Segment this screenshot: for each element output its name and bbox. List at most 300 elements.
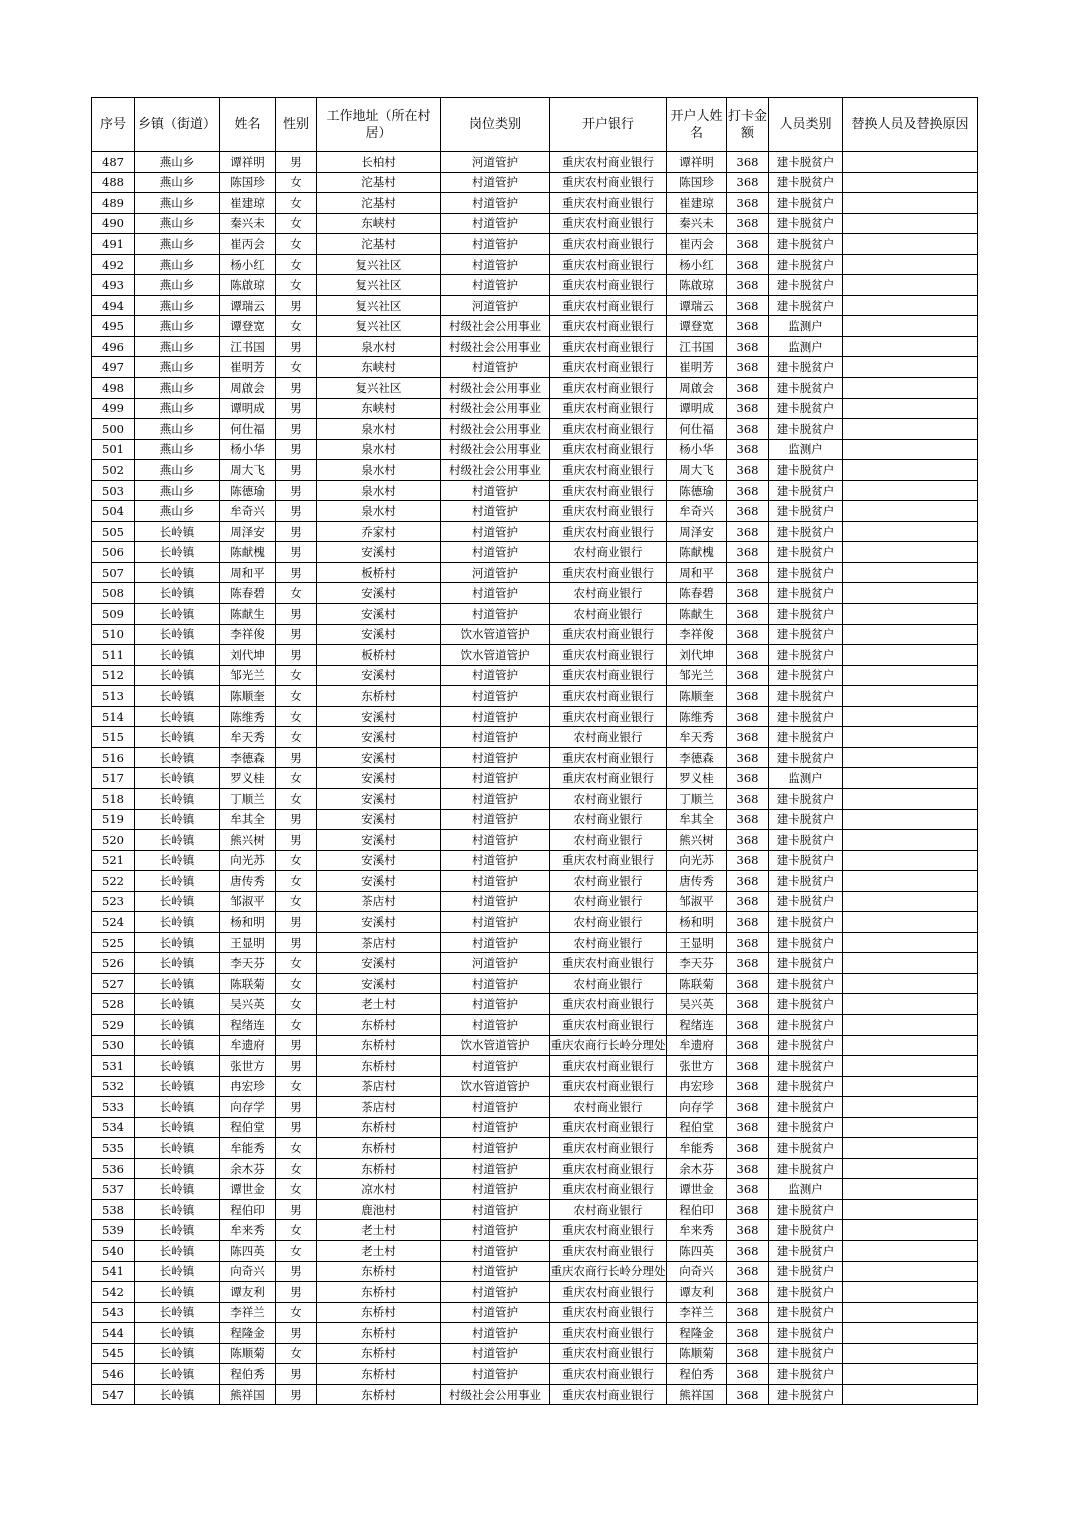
cell-person-category: 建卡脱贫户 bbox=[769, 398, 843, 419]
cell-index: 533 bbox=[92, 1097, 135, 1118]
cell-person-category: 建卡脱贫户 bbox=[769, 912, 843, 933]
cell-replacement bbox=[843, 1302, 978, 1323]
cell-index: 488 bbox=[92, 172, 135, 193]
cell-work-address: 安溪村 bbox=[317, 624, 441, 645]
cell-amount: 368 bbox=[727, 1302, 769, 1323]
cell-amount: 368 bbox=[727, 1035, 769, 1056]
cell-gender: 女 bbox=[276, 1158, 317, 1179]
table-row bbox=[92, 830, 978, 851]
cell-person-category: 建卡脱贫户 bbox=[769, 460, 843, 481]
table-row bbox=[92, 994, 978, 1015]
cell-bank: 重庆农村商业银行 bbox=[550, 1384, 667, 1405]
table-row bbox=[92, 604, 978, 625]
cell-index: 544 bbox=[92, 1323, 135, 1344]
cell-work-address: 复兴社区 bbox=[317, 378, 441, 399]
cell-index: 493 bbox=[92, 275, 135, 296]
cell-amount: 368 bbox=[727, 1220, 769, 1241]
cell-township: 燕山乡 bbox=[135, 295, 220, 316]
cell-gender: 女 bbox=[276, 234, 317, 255]
cell-amount: 368 bbox=[727, 336, 769, 357]
cell-amount: 368 bbox=[727, 193, 769, 214]
cell-person-category: 建卡脱贫户 bbox=[769, 665, 843, 686]
cell-bank: 重庆农村商业银行 bbox=[550, 624, 667, 645]
cell-position-type: 村级社会公用事业 bbox=[441, 316, 550, 337]
cell-work-address: 安溪村 bbox=[317, 830, 441, 851]
header-name: 姓名 bbox=[220, 98, 276, 152]
cell-bank: 农村商业银行 bbox=[550, 891, 667, 912]
cell-gender: 男 bbox=[276, 562, 317, 583]
cell-work-address: 东桥村 bbox=[317, 1117, 441, 1138]
cell-name: 杨和明 bbox=[220, 912, 276, 933]
cell-gender: 女 bbox=[276, 1302, 317, 1323]
cell-replacement bbox=[843, 336, 978, 357]
cell-work-address: 复兴社区 bbox=[317, 275, 441, 296]
cell-index: 501 bbox=[92, 439, 135, 460]
cell-replacement bbox=[843, 1343, 978, 1364]
cell-position-type: 村道管护 bbox=[441, 357, 550, 378]
cell-amount: 368 bbox=[727, 994, 769, 1015]
cell-position-type: 村道管护 bbox=[441, 234, 550, 255]
cell-work-address: 东桥村 bbox=[317, 686, 441, 707]
cell-gender: 男 bbox=[276, 152, 317, 173]
cell-township: 长岭镇 bbox=[135, 1364, 220, 1385]
cell-person-category: 建卡脱贫户 bbox=[769, 357, 843, 378]
cell-township: 燕山乡 bbox=[135, 193, 220, 214]
cell-amount: 368 bbox=[727, 398, 769, 419]
cell-work-address: 长柏村 bbox=[317, 152, 441, 173]
cell-account-holder: 张世方 bbox=[667, 1056, 727, 1077]
cell-person-category: 建卡脱贫户 bbox=[769, 1076, 843, 1097]
cell-gender: 女 bbox=[276, 953, 317, 974]
cell-account-holder: 程伯秀 bbox=[667, 1364, 727, 1385]
cell-position-type: 村道管护 bbox=[441, 213, 550, 234]
cell-amount: 368 bbox=[727, 850, 769, 871]
cell-amount: 368 bbox=[727, 254, 769, 275]
header-township: 乡镇（街道） bbox=[135, 98, 220, 152]
table-row bbox=[92, 398, 978, 419]
cell-position-type: 村道管护 bbox=[441, 542, 550, 563]
cell-index: 499 bbox=[92, 398, 135, 419]
cell-township: 燕山乡 bbox=[135, 378, 220, 399]
cell-gender: 女 bbox=[276, 1076, 317, 1097]
table-row bbox=[92, 645, 978, 666]
cell-position-type: 村道管护 bbox=[441, 747, 550, 768]
cell-replacement bbox=[843, 871, 978, 892]
cell-replacement bbox=[843, 542, 978, 563]
cell-person-category: 建卡脱贫户 bbox=[769, 1138, 843, 1159]
table-row bbox=[92, 254, 978, 275]
cell-township: 长岭镇 bbox=[135, 912, 220, 933]
cell-amount: 368 bbox=[727, 275, 769, 296]
table-row bbox=[92, 624, 978, 645]
cell-replacement bbox=[843, 1384, 978, 1405]
table-row bbox=[92, 357, 978, 378]
cell-township: 长岭镇 bbox=[135, 1179, 220, 1200]
cell-township: 长岭镇 bbox=[135, 583, 220, 604]
cell-township: 长岭镇 bbox=[135, 788, 220, 809]
cell-account-holder: 杨小红 bbox=[667, 254, 727, 275]
cell-replacement bbox=[843, 439, 978, 460]
cell-person-category: 监测户 bbox=[769, 1179, 843, 1200]
cell-amount: 368 bbox=[727, 1056, 769, 1077]
cell-position-type: 村道管护 bbox=[441, 1158, 550, 1179]
cell-name: 冉宏珍 bbox=[220, 1076, 276, 1097]
cell-gender: 女 bbox=[276, 1343, 317, 1364]
cell-work-address: 东峡村 bbox=[317, 398, 441, 419]
table-row bbox=[92, 1343, 978, 1364]
cell-township: 长岭镇 bbox=[135, 1282, 220, 1303]
cell-amount: 368 bbox=[727, 480, 769, 501]
cell-person-category: 建卡脱贫户 bbox=[769, 973, 843, 994]
cell-name: 谭世金 bbox=[220, 1179, 276, 1200]
cell-index: 500 bbox=[92, 419, 135, 440]
cell-name: 唐传秀 bbox=[220, 871, 276, 892]
cell-person-category: 建卡脱贫户 bbox=[769, 480, 843, 501]
cell-gender: 女 bbox=[276, 254, 317, 275]
cell-account-holder: 熊祥国 bbox=[667, 1384, 727, 1405]
cell-bank: 农村商业银行 bbox=[550, 788, 667, 809]
cell-name: 牟遗府 bbox=[220, 1035, 276, 1056]
cell-bank: 农村商业银行 bbox=[550, 542, 667, 563]
cell-person-category: 建卡脱贫户 bbox=[769, 1158, 843, 1179]
cell-work-address: 老土村 bbox=[317, 1240, 441, 1261]
table-row bbox=[92, 706, 978, 727]
table-row bbox=[92, 973, 978, 994]
cell-bank: 重庆农村商业银行 bbox=[550, 336, 667, 357]
cell-bank: 重庆农村商业银行 bbox=[550, 1240, 667, 1261]
cell-index: 542 bbox=[92, 1282, 135, 1303]
cell-township: 长岭镇 bbox=[135, 1220, 220, 1241]
cell-position-type: 村道管护 bbox=[441, 665, 550, 686]
table-row bbox=[92, 336, 978, 357]
cell-index: 530 bbox=[92, 1035, 135, 1056]
cell-account-holder: 陈顺菊 bbox=[667, 1343, 727, 1364]
cell-position-type: 饮水管道管护 bbox=[441, 645, 550, 666]
cell-name: 余木芬 bbox=[220, 1158, 276, 1179]
cell-township: 长岭镇 bbox=[135, 1076, 220, 1097]
cell-work-address: 泉水村 bbox=[317, 460, 441, 481]
cell-work-address: 安溪村 bbox=[317, 953, 441, 974]
cell-amount: 368 bbox=[727, 912, 769, 933]
cell-bank: 农村商业银行 bbox=[550, 727, 667, 748]
cell-work-address: 安溪村 bbox=[317, 747, 441, 768]
cell-name: 杨小红 bbox=[220, 254, 276, 275]
cell-account-holder: 程隆金 bbox=[667, 1323, 727, 1344]
cell-township: 长岭镇 bbox=[135, 604, 220, 625]
cell-work-address: 老土村 bbox=[317, 1220, 441, 1241]
cell-name: 谭瑞云 bbox=[220, 295, 276, 316]
cell-position-type: 村道管护 bbox=[441, 727, 550, 748]
cell-position-type: 村道管护 bbox=[441, 871, 550, 892]
cell-gender: 男 bbox=[276, 378, 317, 399]
cell-township: 长岭镇 bbox=[135, 1323, 220, 1344]
cell-gender: 女 bbox=[276, 316, 317, 337]
cell-amount: 368 bbox=[727, 871, 769, 892]
cell-gender: 男 bbox=[276, 460, 317, 481]
cell-work-address: 凉水村 bbox=[317, 1179, 441, 1200]
cell-account-holder: 罗义桂 bbox=[667, 768, 727, 789]
cell-person-category: 建卡脱贫户 bbox=[769, 871, 843, 892]
cell-position-type: 村道管护 bbox=[441, 686, 550, 707]
cell-position-type: 村道管护 bbox=[441, 973, 550, 994]
table-row bbox=[92, 747, 978, 768]
cell-work-address: 泉水村 bbox=[317, 501, 441, 522]
cell-account-holder: 何仕福 bbox=[667, 419, 727, 440]
cell-index: 504 bbox=[92, 501, 135, 522]
cell-person-category: 建卡脱贫户 bbox=[769, 788, 843, 809]
cell-gender: 女 bbox=[276, 788, 317, 809]
cell-bank: 重庆农村商业银行 bbox=[550, 439, 667, 460]
cell-township: 长岭镇 bbox=[135, 830, 220, 851]
cell-bank: 重庆农商行长岭分理处 bbox=[550, 1035, 667, 1056]
cell-name: 陈啟琼 bbox=[220, 275, 276, 296]
cell-name: 李德森 bbox=[220, 747, 276, 768]
cell-gender: 男 bbox=[276, 439, 317, 460]
cell-position-type: 村道管护 bbox=[441, 768, 550, 789]
cell-person-category: 建卡脱贫户 bbox=[769, 830, 843, 851]
header-amount: 打卡金额 bbox=[727, 98, 769, 152]
cell-bank: 农村商业银行 bbox=[550, 973, 667, 994]
cell-index: 515 bbox=[92, 727, 135, 748]
cell-position-type: 河道管护 bbox=[441, 562, 550, 583]
header-work-address: 工作地址（所在村居） bbox=[317, 98, 441, 152]
table-row bbox=[92, 152, 978, 173]
cell-gender: 女 bbox=[276, 973, 317, 994]
cell-replacement bbox=[843, 1179, 978, 1200]
cell-person-category: 建卡脱贫户 bbox=[769, 747, 843, 768]
cell-replacement bbox=[843, 953, 978, 974]
cell-work-address: 茶店村 bbox=[317, 932, 441, 953]
cell-replacement bbox=[843, 213, 978, 234]
cell-replacement bbox=[843, 850, 978, 871]
cell-gender: 女 bbox=[276, 891, 317, 912]
cell-gender: 女 bbox=[276, 357, 317, 378]
cell-position-type: 饮水管道管护 bbox=[441, 1035, 550, 1056]
cell-replacement bbox=[843, 604, 978, 625]
cell-account-holder: 周啟会 bbox=[667, 378, 727, 399]
table-row bbox=[92, 172, 978, 193]
cell-bank: 重庆农村商业银行 bbox=[550, 1302, 667, 1323]
cell-account-holder: 陈国珍 bbox=[667, 172, 727, 193]
cell-person-category: 监测户 bbox=[769, 768, 843, 789]
cell-township: 燕山乡 bbox=[135, 419, 220, 440]
cell-township: 长岭镇 bbox=[135, 953, 220, 974]
cell-bank: 重庆农村商业银行 bbox=[550, 953, 667, 974]
table-row bbox=[92, 788, 978, 809]
cell-replacement bbox=[843, 1117, 978, 1138]
cell-position-type: 村道管护 bbox=[441, 1014, 550, 1035]
cell-account-holder: 陈献生 bbox=[667, 604, 727, 625]
cell-bank: 重庆农村商业银行 bbox=[550, 1117, 667, 1138]
table-row bbox=[92, 501, 978, 522]
cell-work-address: 东桥村 bbox=[317, 1035, 441, 1056]
cell-person-category: 建卡脱贫户 bbox=[769, 501, 843, 522]
cell-gender: 女 bbox=[276, 1240, 317, 1261]
cell-work-address: 东桥村 bbox=[317, 1056, 441, 1077]
table-body bbox=[92, 152, 978, 1405]
cell-index: 522 bbox=[92, 871, 135, 892]
cell-township: 燕山乡 bbox=[135, 316, 220, 337]
cell-account-holder: 陈春碧 bbox=[667, 583, 727, 604]
cell-account-holder: 刘代坤 bbox=[667, 645, 727, 666]
cell-name: 杨小华 bbox=[220, 439, 276, 460]
cell-township: 长岭镇 bbox=[135, 1261, 220, 1282]
cell-replacement bbox=[843, 254, 978, 275]
cell-name: 张世方 bbox=[220, 1056, 276, 1077]
table-row bbox=[92, 234, 978, 255]
table-row bbox=[92, 1076, 978, 1097]
cell-person-category: 建卡脱贫户 bbox=[769, 727, 843, 748]
cell-index: 503 bbox=[92, 480, 135, 501]
cell-replacement bbox=[843, 1282, 978, 1303]
cell-gender: 男 bbox=[276, 912, 317, 933]
cell-account-holder: 谭祥明 bbox=[667, 152, 727, 173]
cell-work-address: 安溪村 bbox=[317, 850, 441, 871]
cell-name: 牟能秀 bbox=[220, 1138, 276, 1159]
cell-position-type: 村级社会公用事业 bbox=[441, 378, 550, 399]
cell-index: 525 bbox=[92, 932, 135, 953]
cell-name: 何仕福 bbox=[220, 419, 276, 440]
cell-person-category: 监测户 bbox=[769, 316, 843, 337]
cell-index: 545 bbox=[92, 1343, 135, 1364]
cell-position-type: 饮水管道管护 bbox=[441, 624, 550, 645]
cell-gender: 男 bbox=[276, 747, 317, 768]
cell-township: 长岭镇 bbox=[135, 1384, 220, 1405]
header-gender: 性别 bbox=[276, 98, 317, 152]
cell-township: 长岭镇 bbox=[135, 747, 220, 768]
cell-person-category: 建卡脱贫户 bbox=[769, 953, 843, 974]
cell-account-holder: 李祥俊 bbox=[667, 624, 727, 645]
cell-person-category: 建卡脱贫户 bbox=[769, 419, 843, 440]
cell-replacement bbox=[843, 316, 978, 337]
cell-person-category: 建卡脱贫户 bbox=[769, 1056, 843, 1077]
cell-amount: 368 bbox=[727, 460, 769, 481]
personnel-table bbox=[91, 97, 978, 1405]
cell-gender: 男 bbox=[276, 1199, 317, 1220]
cell-account-holder: 牟奇兴 bbox=[667, 501, 727, 522]
cell-work-address: 安溪村 bbox=[317, 583, 441, 604]
table-row bbox=[92, 1323, 978, 1344]
cell-replacement bbox=[843, 932, 978, 953]
cell-replacement bbox=[843, 1240, 978, 1261]
cell-township: 长岭镇 bbox=[135, 1056, 220, 1077]
table-row bbox=[92, 193, 978, 214]
cell-township: 燕山乡 bbox=[135, 398, 220, 419]
cell-index: 538 bbox=[92, 1199, 135, 1220]
cell-index: 510 bbox=[92, 624, 135, 645]
cell-replacement bbox=[843, 501, 978, 522]
cell-amount: 368 bbox=[727, 152, 769, 173]
cell-work-address: 东桥村 bbox=[317, 1282, 441, 1303]
cell-person-category: 建卡脱贫户 bbox=[769, 891, 843, 912]
cell-account-holder: 谭世金 bbox=[667, 1179, 727, 1200]
cell-gender: 女 bbox=[276, 665, 317, 686]
table-row bbox=[92, 213, 978, 234]
cell-account-holder: 陈献槐 bbox=[667, 542, 727, 563]
cell-bank: 重庆农村商业银行 bbox=[550, 275, 667, 296]
cell-name: 谭登宽 bbox=[220, 316, 276, 337]
cell-gender: 女 bbox=[276, 706, 317, 727]
cell-person-category: 建卡脱贫户 bbox=[769, 1220, 843, 1241]
cell-name: 周啟会 bbox=[220, 378, 276, 399]
cell-index: 495 bbox=[92, 316, 135, 337]
cell-bank: 重庆农村商业银行 bbox=[550, 316, 667, 337]
cell-person-category: 建卡脱贫户 bbox=[769, 378, 843, 399]
cell-township: 长岭镇 bbox=[135, 1097, 220, 1118]
cell-account-holder: 唐传秀 bbox=[667, 871, 727, 892]
cell-bank: 重庆农村商业银行 bbox=[550, 747, 667, 768]
cell-account-holder: 冉宏珍 bbox=[667, 1076, 727, 1097]
cell-gender: 男 bbox=[276, 932, 317, 953]
cell-name: 熊兴树 bbox=[220, 830, 276, 851]
cell-work-address: 东桥村 bbox=[317, 1343, 441, 1364]
cell-replacement bbox=[843, 295, 978, 316]
cell-work-address: 复兴社区 bbox=[317, 254, 441, 275]
cell-gender: 男 bbox=[276, 624, 317, 645]
cell-bank: 重庆农村商业银行 bbox=[550, 501, 667, 522]
cell-name: 崔建琼 bbox=[220, 193, 276, 214]
cell-account-holder: 周泽安 bbox=[667, 521, 727, 542]
cell-gender: 男 bbox=[276, 398, 317, 419]
cell-township: 长岭镇 bbox=[135, 809, 220, 830]
cell-position-type: 村道管护 bbox=[441, 1323, 550, 1344]
cell-name: 陈维秀 bbox=[220, 706, 276, 727]
cell-name: 罗义桂 bbox=[220, 768, 276, 789]
table-row bbox=[92, 460, 978, 481]
cell-bank: 重庆农村商业银行 bbox=[550, 521, 667, 542]
cell-gender: 女 bbox=[276, 994, 317, 1015]
cell-name: 谭祥明 bbox=[220, 152, 276, 173]
cell-work-address: 东桥村 bbox=[317, 1302, 441, 1323]
cell-replacement bbox=[843, 1138, 978, 1159]
cell-account-holder: 谭登宽 bbox=[667, 316, 727, 337]
cell-position-type: 村道管护 bbox=[441, 501, 550, 522]
cell-name: 李祥俊 bbox=[220, 624, 276, 645]
cell-name: 周泽安 bbox=[220, 521, 276, 542]
cell-person-category: 建卡脱贫户 bbox=[769, 193, 843, 214]
cell-account-holder: 陈德瑜 bbox=[667, 480, 727, 501]
cell-position-type: 村道管护 bbox=[441, 1056, 550, 1077]
cell-index: 513 bbox=[92, 686, 135, 707]
cell-account-holder: 熊兴树 bbox=[667, 830, 727, 851]
cell-work-address: 安溪村 bbox=[317, 727, 441, 748]
cell-account-holder: 江书国 bbox=[667, 336, 727, 357]
cell-person-category: 建卡脱贫户 bbox=[769, 1261, 843, 1282]
cell-township: 燕山乡 bbox=[135, 460, 220, 481]
cell-amount: 368 bbox=[727, 1199, 769, 1220]
cell-work-address: 泉水村 bbox=[317, 439, 441, 460]
cell-replacement bbox=[843, 1035, 978, 1056]
cell-name: 程隆金 bbox=[220, 1323, 276, 1344]
cell-replacement bbox=[843, 357, 978, 378]
cell-person-category: 建卡脱贫户 bbox=[769, 542, 843, 563]
cell-bank: 农村商业银行 bbox=[550, 1097, 667, 1118]
cell-index: 502 bbox=[92, 460, 135, 481]
cell-amount: 368 bbox=[727, 953, 769, 974]
table-row bbox=[92, 727, 978, 748]
cell-replacement bbox=[843, 480, 978, 501]
header-index: 序号 bbox=[92, 98, 135, 152]
cell-bank: 重庆农村商业银行 bbox=[550, 645, 667, 666]
cell-replacement bbox=[843, 809, 978, 830]
cell-replacement bbox=[843, 665, 978, 686]
cell-gender: 女 bbox=[276, 1220, 317, 1241]
cell-name: 谭友利 bbox=[220, 1282, 276, 1303]
cell-person-category: 建卡脱贫户 bbox=[769, 295, 843, 316]
cell-account-holder: 牟来秀 bbox=[667, 1220, 727, 1241]
cell-account-holder: 程绪连 bbox=[667, 1014, 727, 1035]
cell-replacement bbox=[843, 398, 978, 419]
